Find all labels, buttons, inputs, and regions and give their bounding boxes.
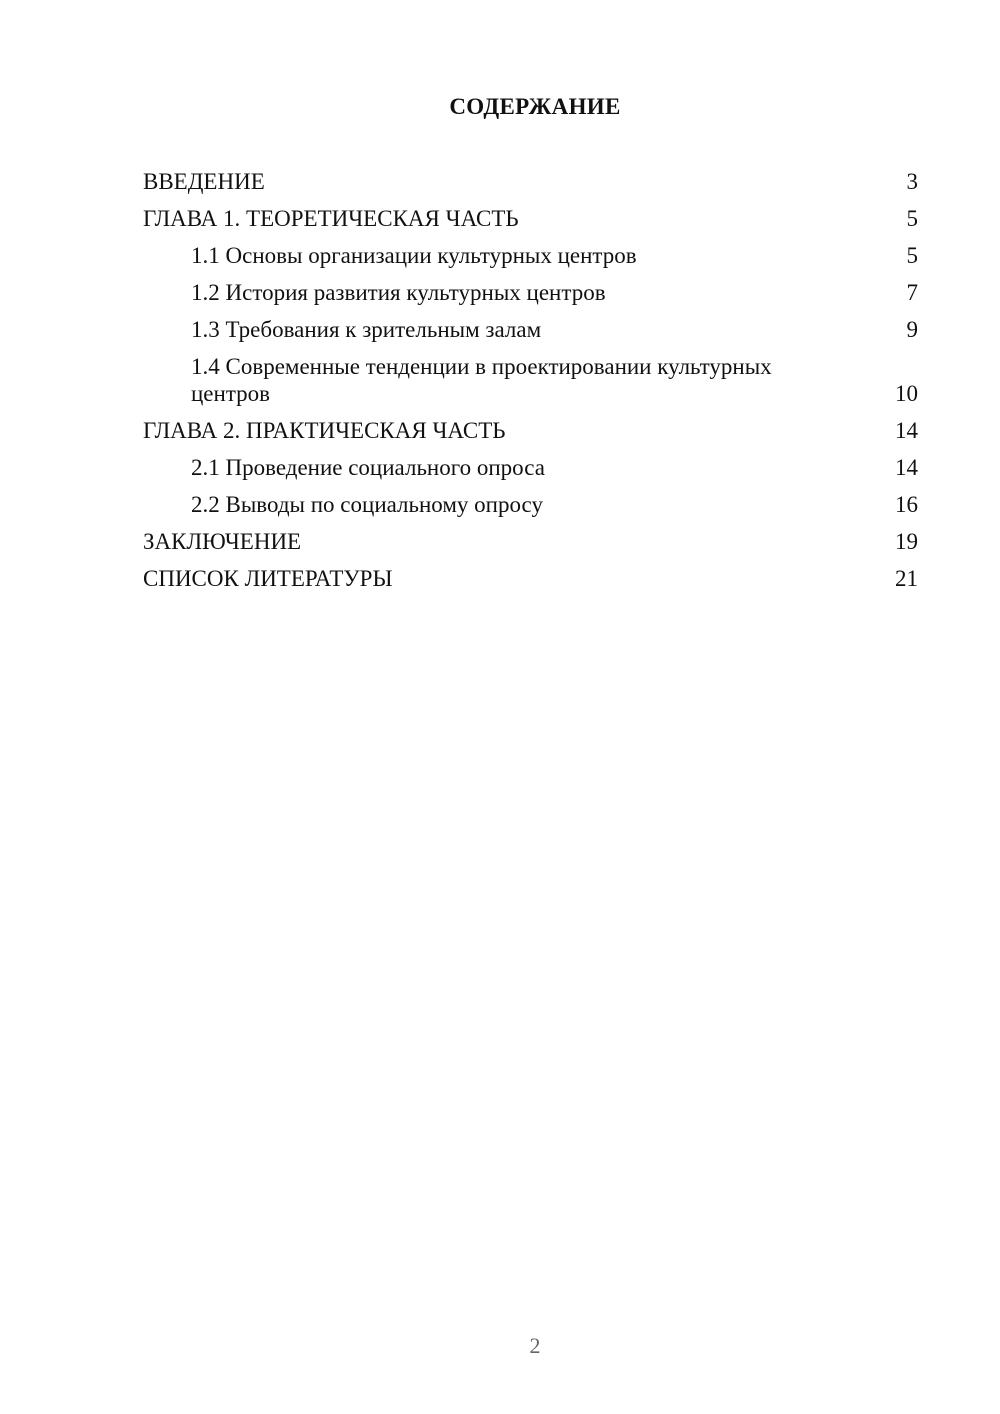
toc-entry-section-1-1[interactable]	[143, 242, 918, 269]
toc-entry-text: ГЛАВА 1. ТЕОРЕТИЧЕСКАЯ ЧАСТЬ	[143, 206, 519, 231]
toc-entry-page: 5	[906, 206, 918, 231]
page-number: 2	[529, 1333, 541, 1358]
toc-entry-text: 1.3 Требования к зрительным залам	[191, 317, 542, 342]
toc-entry-chapter-1[interactable]	[143, 205, 918, 232]
toc-entry-page: 14	[895, 455, 918, 480]
toc-entry-text: СПИСОК ЛИТЕРАТУРЫ	[143, 566, 393, 591]
toc-entry-page: 10	[895, 381, 918, 406]
toc-entry-introduction[interactable]	[143, 168, 918, 195]
toc-entry-section-2-2[interactable]	[143, 491, 918, 518]
toc-entry-references[interactable]	[143, 565, 918, 592]
toc-entry-text: ГЛАВА 2. ПРАКТИЧЕСКАЯ ЧАСТЬ	[143, 418, 506, 443]
toc-entry-page: 14	[895, 418, 918, 443]
toc-entry-page: 21	[895, 566, 918, 591]
toc-entry-text: 1.2 История развития культурных центров	[191, 280, 606, 305]
toc-entry-text: ВВЕДЕНИЕ	[143, 169, 265, 194]
toc-entry-text: 2.2 Выводы по социальному опросу	[191, 492, 543, 517]
toc-entry-text: ЗАКЛЮЧЕНИЕ	[143, 529, 302, 554]
toc-entry-section-1-4[interactable]	[143, 353, 918, 407]
toc-entry-chapter-2[interactable]	[143, 417, 918, 444]
toc-entry-section-1-3[interactable]	[143, 316, 918, 343]
toc-entry-page: 5	[906, 243, 918, 268]
toc-entry-page: 9	[906, 317, 918, 342]
toc-title: СОДЕРЖАНИЕ	[449, 94, 621, 119]
toc-entry-page: 19	[895, 529, 918, 554]
toc-entry-page: 7	[906, 280, 918, 305]
toc-entry-text: 2.1 Проведение социального опроса	[191, 455, 545, 480]
toc-entry-text: 1.4 Современные тенденции в проектировании культурных центров	[191, 354, 772, 406]
toc-entry-page: 3	[906, 169, 918, 194]
toc-entry-text: 1.1 Основы организации культурных центров	[191, 243, 637, 268]
table-of-contents	[143, 168, 918, 602]
toc-entry-section-2-1[interactable]	[143, 454, 918, 481]
toc-entry-section-1-2[interactable]	[143, 279, 918, 306]
toc-entry-page: 16	[895, 492, 918, 517]
toc-entry-conclusion[interactable]	[143, 528, 918, 555]
